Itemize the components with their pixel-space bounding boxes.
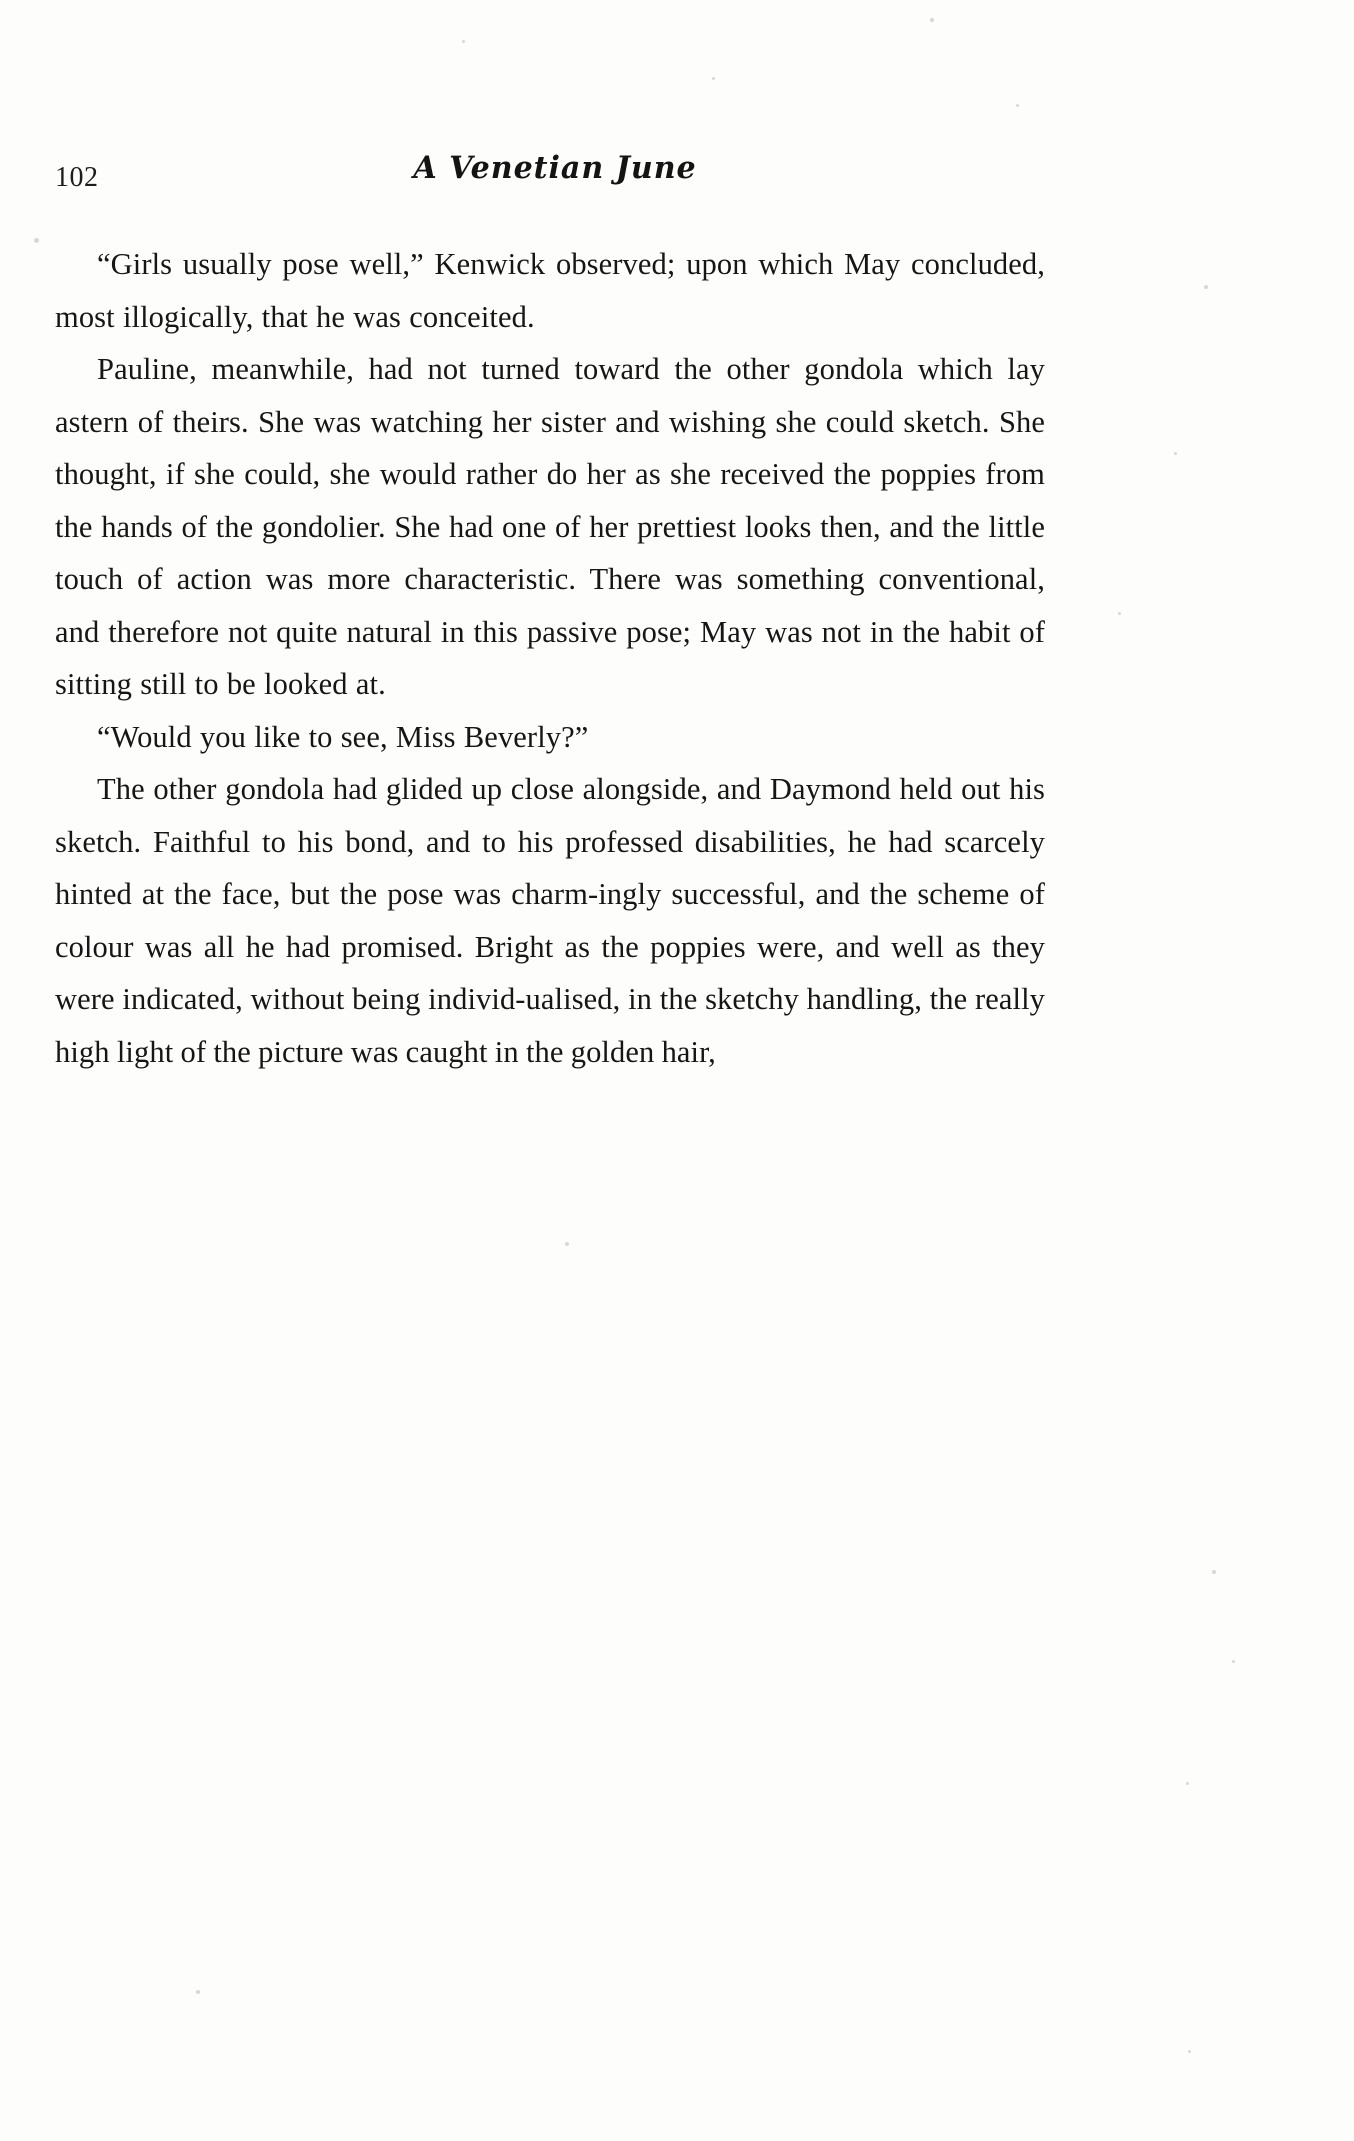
scan-speck — [1186, 1782, 1189, 1785]
paragraph: Pauline, meanwhile, had not turned toward the other gondola which lay astern of theirs. She was watching her sister and wishing she could sketch. She thought, if she could, she would rather do her as she received the poppies from the hands of the gondolier. She had one of her prettiest looks then, and the little touch of action was more characteristic. There was something conventional, and therefore not quite natural in this passive pose; May was not in the habit of sitting still to be looked at. — [55, 352, 1045, 701]
paragraph: “Girls usually pose well,” Kenwick observed; upon which May concluded, most illogically, that he was conceited. — [55, 247, 1045, 334]
page-number: 102 — [55, 162, 99, 193]
running-head — [55, 150, 1055, 220]
scan-speck — [1212, 1570, 1216, 1574]
scan-speck — [1232, 1660, 1235, 1663]
scan-speck — [1118, 612, 1121, 615]
scan-speck — [196, 1990, 200, 1994]
page-content — [55, 150, 1055, 1078]
paragraph: “Would you like to see, Miss Beverly?” — [97, 719, 589, 754]
scan-speck — [1204, 285, 1208, 289]
scan-speck — [462, 40, 465, 43]
scan-speck — [1174, 452, 1177, 455]
scan-speck — [1016, 104, 1019, 107]
scan-speck — [930, 18, 934, 22]
running-title: A Venetian June — [413, 150, 697, 186]
scan-speck — [1188, 2050, 1191, 2053]
scan-speck — [712, 77, 715, 80]
paragraph: The other gondola had glided up close alongside, and Daymond held out his sketch. Faithful to his bond, and to his professed disabilities, he had scarcely hinted at the face, but the pose was charm-ingly successful, and the scheme of colour was all he had promised. Bright as the poppies were, and well as they were indicated, without being individ-ualised, in the sketchy handling, the really high light of the picture was caught in the golden hair, — [55, 772, 1045, 1069]
scan-speck — [34, 238, 39, 243]
scan-speck — [565, 1242, 569, 1246]
body-text — [55, 238, 1045, 1078]
